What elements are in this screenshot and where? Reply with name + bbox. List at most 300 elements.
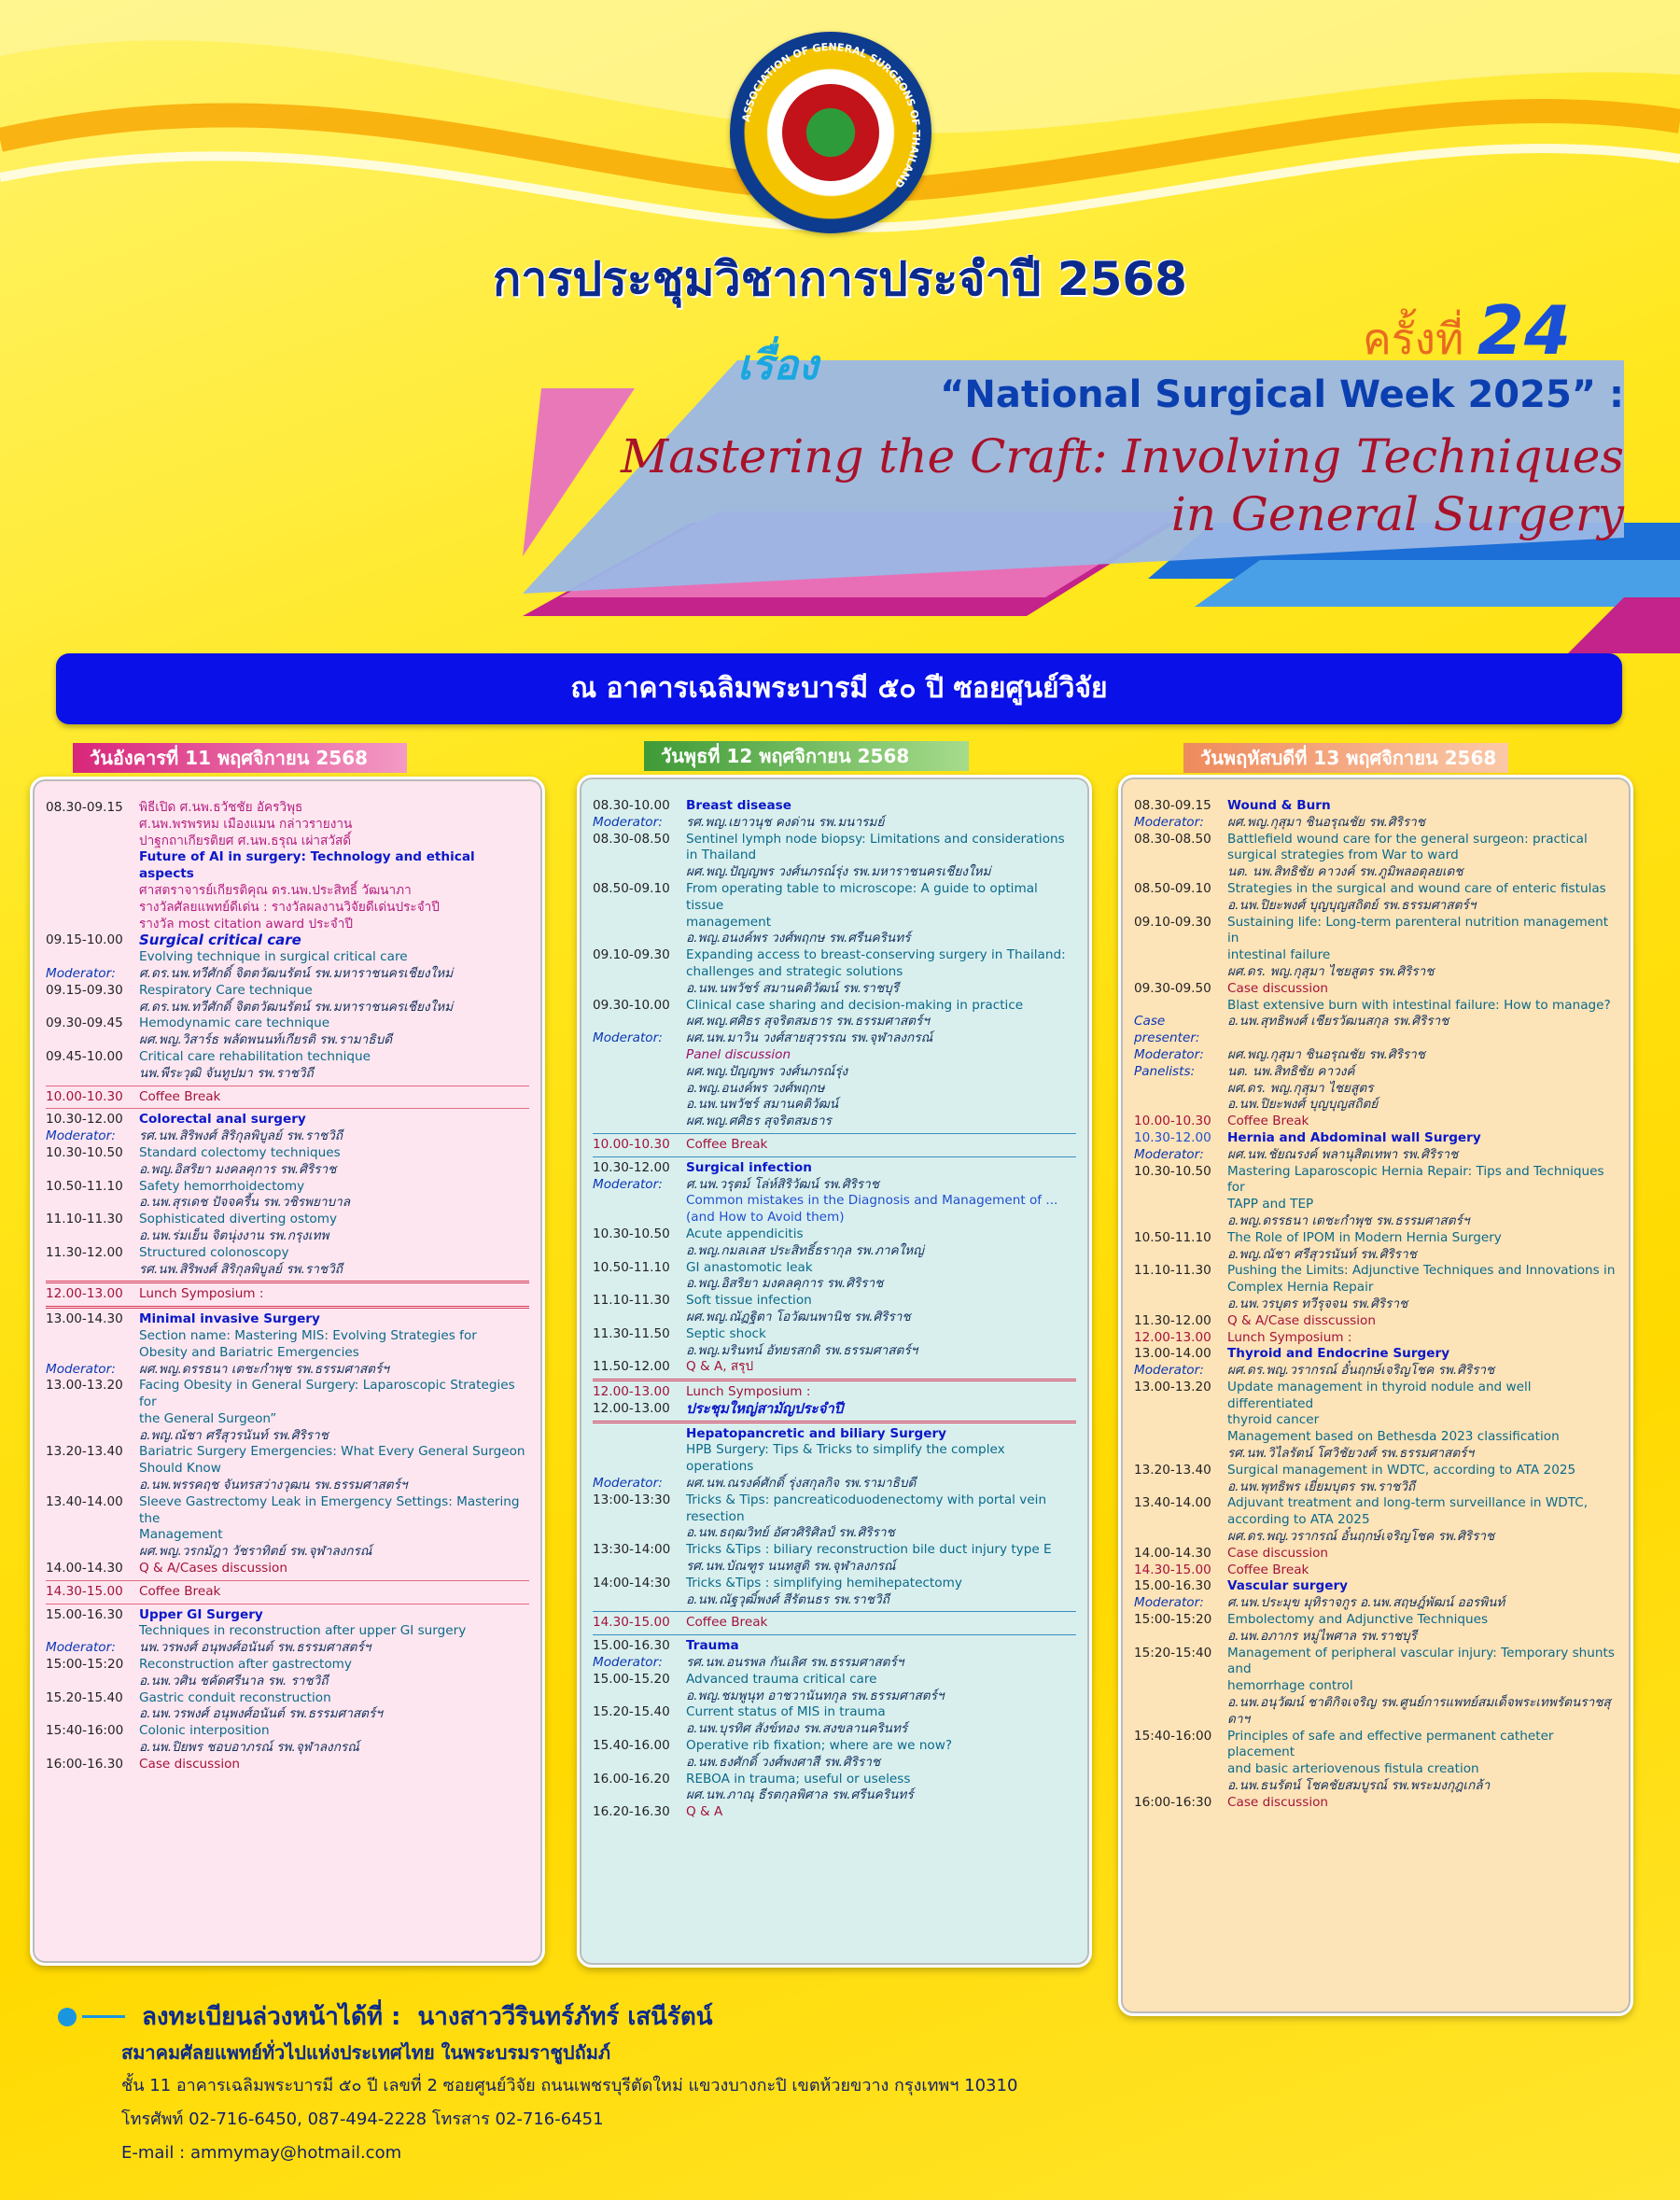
time-slot: 08.30-10.00 (593, 798, 670, 813)
time-slot: 15:40-16:00 (1134, 1728, 1212, 1744)
schedule-row (46, 1478, 529, 1494)
session-item: Tricks &Tips : simplifying hemihepatectomy (686, 1575, 962, 1590)
time-slot (46, 949, 139, 966)
time-slot: 10.50-11.10 (1134, 1229, 1211, 1245)
role-label: Moderator: (1134, 1363, 1204, 1379)
schedule-row (1134, 1412, 1617, 1429)
schedule-row (46, 800, 529, 817)
session-item: Tricks & Tips: pancreaticoduodenectomy with portal vein (686, 1492, 1047, 1507)
schedule-row (593, 1137, 1076, 1154)
session-item: รางวัล most citation award ประจำปี (139, 916, 353, 932)
org-name: สมาคมศัลยแพทย์ทั่วไปแห่งประเทศไทย ในพระบรมราชูปถัมภ์ (121, 2041, 611, 2064)
schedule-row (1134, 1114, 1617, 1130)
time-slot: 11.10-11.30 (46, 1212, 123, 1227)
session-item: Panel discussion (686, 1046, 791, 1062)
schedule-row (593, 1160, 1076, 1177)
schedule-row (46, 900, 529, 917)
speaker: ผศ.พญ.ปัญญพร วงศ์นภรณ์รุ่ง (686, 1063, 848, 1079)
schedule-row (1134, 998, 1617, 1015)
time-slot: 16:00-16:30 (1134, 1794, 1212, 1810)
schedule-row (46, 817, 529, 834)
role-label: Moderator: (1134, 1046, 1204, 1062)
speaker: นต. นพ.สิทธิชัย คาวงค์ รพ.ภูมิพลอดุลยเดช (1227, 864, 1463, 880)
schedule-row (46, 1544, 529, 1561)
register-name: นางสาววีรินทร์ภัทร์ เสนีรัตน์ (417, 2003, 713, 2031)
time-slot (46, 1328, 139, 1345)
schedule-row (593, 1738, 1076, 1755)
speaker: อ.พญ.อิสริยา มงคลคุการ รพ.ศิริราช (139, 1161, 337, 1177)
time-slot (593, 1114, 686, 1130)
session-item: Expanding access to breast-conserving surgery in Thailand: (686, 947, 1066, 963)
time-slot (593, 1525, 686, 1542)
schedule-row (593, 815, 1076, 832)
schedule-row (46, 1245, 529, 1262)
time-slot (1134, 1512, 1227, 1529)
schedule-row (593, 1576, 1076, 1592)
session-item: Coffee Break (1227, 1114, 1309, 1129)
divider (593, 1634, 1076, 1635)
session-item: ศ.นพ.พรพรหม เมืองแมน กล่าวรายงาน (139, 816, 353, 832)
time-slot: 13.00-13.20 (1134, 1379, 1211, 1394)
time-slot (1134, 1429, 1227, 1446)
speaker: ผศ.พญ.ปัญญพร วงศ์นภรณ์รุ่ง รพ.มหาราชนครเชียงใหม่ (686, 864, 991, 880)
session-item: Management based on Bethesda 2023 classification (1227, 1429, 1560, 1445)
speaker: อ.นพ.ปิยพร ชอบอาภรณ์ รพ.จุฬาลงกรณ์ (139, 1740, 359, 1756)
session-title: Surgical infection (686, 1159, 812, 1175)
time-slot (46, 1000, 139, 1016)
speaker: ผศ.พญ.ศศิธร สุจริตสมธาร (686, 1114, 832, 1129)
time-slot: 08.50-09.10 (593, 880, 670, 896)
schedule-row (46, 1089, 529, 1106)
speaker: อ.พญ.อิสริยา มงคลคุการ รพ.ศิริราช (686, 1276, 884, 1292)
speaker: อ.พญ.อนงค์พร วงศ์พฤกษ รพ.ศรีนครินทร์ (686, 931, 911, 946)
round-number: 24 (1477, 291, 1572, 370)
speaker: อ.พญ.ณัชา ศรีสุวรนันท์ รพ.ศิริราช (139, 1427, 329, 1443)
speaker: ผศ.ดร.พญ.วรากรณ์ อั๋นฤกษ์เจริญโชค รพ.ศิริราช (1227, 1529, 1495, 1545)
time-slot: 14.30-15.00 (1134, 1562, 1211, 1577)
schedule-row (593, 1442, 1076, 1459)
session-item: Battlefield wound care for the general surgeon: practical (1227, 831, 1588, 847)
speaker: ผศ.พญ.ณัฏฐิตา โอวัฒนพานิช รพ.ศิริราช (686, 1309, 911, 1324)
session-item: Complex Hernia Repair (1227, 1280, 1374, 1296)
time-slot (593, 848, 686, 864)
schedule-row (1134, 915, 1617, 948)
speaker: ผศ.พญ.วรกมัฎา วัชราทิตย์ รพ.จุฬาลงกรณ์ (139, 1544, 372, 1560)
schedule-row (46, 1444, 529, 1461)
speaker: อ.นพ.อภากร หมู่ไพศาล รพ.ราชบุรี (1227, 1628, 1417, 1644)
schedule-row (46, 1016, 529, 1032)
speaker: ผศ.พญ.ดรรธนา เตชะกำพุช รพ.ธรรมศาสตร์ฯ (139, 1361, 389, 1377)
time-slot (593, 1442, 686, 1459)
schedule-row (1134, 864, 1617, 881)
time-slot: 10.00-10.30 (46, 1088, 123, 1104)
schedule-row (593, 964, 1076, 981)
session-item: Coffee Break (139, 1583, 221, 1599)
speaker: อ.นพ.สุทธิพงศ์ เชียรวัฒนสกุล รพ.ศิริราช (1227, 1014, 1449, 1030)
bullet-line (82, 2015, 125, 2018)
time-slot: 12.00-13.00 (593, 1384, 670, 1400)
session-item: Case discussion (1227, 1545, 1329, 1561)
schedule-row (593, 1047, 1076, 1064)
schedule-row (1134, 1363, 1617, 1380)
schedule-row (46, 1657, 529, 1674)
time-slot (1134, 1629, 1227, 1646)
time-slot: 16.00-16.20 (593, 1771, 670, 1787)
role-label: Panelists: (1134, 1063, 1196, 1079)
schedule-row (1134, 1280, 1617, 1296)
round-text: ครั้งที่ (1363, 314, 1464, 364)
schedule-row (1134, 1695, 1617, 1729)
schedule-row (1134, 1081, 1617, 1098)
schedule-row (46, 1461, 529, 1478)
session-item: Lunch Symposium : (686, 1384, 811, 1400)
speaker: อ.พญ.ณัชา ศรีสุวรนันท์ รพ.ศิริราช (1227, 1246, 1417, 1262)
time-slot (593, 1592, 686, 1609)
session-item: Case discussion (139, 1756, 241, 1772)
schedule-row (46, 1286, 529, 1303)
time-slot (1134, 848, 1227, 864)
time-slot (46, 1195, 139, 1212)
role-label: Moderator: (593, 814, 663, 830)
time-slot: 13.00-14.30 (46, 1311, 123, 1327)
schedule-row (1134, 1479, 1617, 1496)
schedule-row (1134, 1529, 1617, 1546)
schedule-row (593, 1672, 1076, 1689)
conference-title: การประชุมวิชาการประจำปี 2568 (493, 252, 1187, 306)
schedule-row (593, 1787, 1076, 1804)
time-slot: 13.00-14.00 (1134, 1346, 1211, 1362)
session-item: Advanced trauma critical care (686, 1671, 877, 1687)
schedule-row (46, 1345, 529, 1362)
time-slot: 14.00-14.30 (46, 1561, 123, 1576)
schedule-row (46, 1049, 529, 1066)
role-label: Moderator: (593, 1030, 663, 1046)
schedule-row (1134, 1778, 1617, 1795)
time-slot (46, 1623, 139, 1640)
time-slot: 16:00-16.30 (46, 1756, 123, 1772)
schedule-row (593, 881, 1076, 915)
speaker: อ.นพ.วศิน ชคัดศรีนาล รพ. ราชวิถี (139, 1673, 329, 1689)
divider (46, 1108, 529, 1109)
logo-snake-icon (782, 84, 879, 181)
speaker: นพ.วรพงศ์ อนุพงศ์อนันต์ รพ.ธรรมศาสตร์ฯ (139, 1640, 371, 1656)
time-slot: 09.15-10.00 (46, 932, 123, 948)
time-slot: 09.10-09.30 (593, 947, 670, 963)
time-slot (1134, 1197, 1227, 1213)
speaker: นพ.พีระวุฒิ จันทูปมา รพ.ราชวิถี (139, 1065, 314, 1081)
schedule-row (1134, 832, 1617, 848)
schedule-row (46, 1195, 529, 1212)
speaker: อ.พญ.ดรรธนา เตชะกำพุช รพ.ธรรมศาสตร์ฯ (1227, 1212, 1470, 1228)
session-item: Acute appendicitis (686, 1226, 804, 1241)
schedule-row (1134, 1729, 1617, 1762)
schedule-row (1134, 1678, 1617, 1695)
time-slot: 13.20-13.40 (1134, 1462, 1211, 1478)
speaker: ผศ.พญ.กุสุมา ชินอรุณชัย รพ.ศิริราช (1227, 1046, 1426, 1062)
session-item: intestinal failure (1227, 947, 1331, 963)
association-logo (730, 32, 931, 233)
speaker: อ.พญ.ชมพูนุท อาชวานันทกุล รพ.ธรรมศาสตร์ฯ (686, 1688, 945, 1703)
session-item: Hemodynamic care technique (139, 1016, 330, 1031)
schedule-row (46, 1262, 529, 1279)
schedule-row (1134, 1578, 1617, 1595)
time-slot (46, 1032, 139, 1049)
schedule-row (593, 1704, 1076, 1721)
time-slot (46, 1527, 139, 1544)
round-label (1363, 291, 1571, 373)
time-slot (46, 917, 139, 933)
schedule-row (46, 1179, 529, 1196)
time-slot (593, 1243, 686, 1260)
session-item: Lunch Symposium : (1227, 1329, 1352, 1345)
divider (593, 1156, 1076, 1157)
time-slot: 15:00-15:20 (46, 1657, 124, 1673)
session-title: Vascular surgery (1227, 1578, 1349, 1594)
schedule-row (593, 1243, 1076, 1260)
schedule-row (46, 1527, 529, 1544)
time-slot: 10.00-10.30 (1134, 1114, 1211, 1129)
schedule-row (593, 1064, 1076, 1081)
time-slot (593, 1721, 686, 1738)
schedule-row (46, 983, 529, 1000)
schedule-row (593, 1260, 1076, 1277)
session-item: Safety hemorrhoidectomy (139, 1178, 305, 1194)
time-slot (593, 931, 686, 947)
time-slot (46, 1411, 139, 1428)
time-slot (1134, 1097, 1227, 1114)
time-slot (1134, 947, 1227, 964)
session-item: Blast extensive burn with intestinal failure: How to manage? (1227, 997, 1611, 1013)
time-slot (1134, 998, 1227, 1015)
session-item: Common mistakes in the Diagnosis and Management of ... (686, 1193, 1058, 1209)
schedule-row (1134, 1429, 1617, 1446)
speaker: อ.นพ.ธฤฒวิทย์ อัศวศิริศิลป์ รพ.ศิริราช (686, 1525, 895, 1541)
schedule-row (1134, 848, 1617, 864)
role-label: Moderator: (46, 1640, 116, 1656)
schedule-row (593, 931, 1076, 947)
schedule-row (46, 1228, 529, 1245)
time-slot: 12.00-13.00 (46, 1286, 123, 1302)
time-slot: 09.10-09.30 (1134, 914, 1211, 930)
time-slot: 11.30-12.00 (46, 1244, 123, 1260)
speaker: รศ.นพ.สิริพงศ์ สิริกุลพิบูลย์ รพ.ราชวิถี (139, 1261, 343, 1277)
schedule-row (1134, 1197, 1617, 1213)
speaker: อ.นพ.นพวัชร์ สมานคติวัฒน์ (686, 1097, 839, 1113)
session-item: Evolving technique in surgical critical care (139, 949, 408, 965)
session-item: thyroid cancer (1227, 1412, 1320, 1428)
time-slot (1134, 1678, 1227, 1695)
speaker: ศ.ดร.นพ.ทวีศักดิ์ จิตตวัฒนรัตน์ รพ.มหาราชนครเชียงใหม่ (139, 999, 454, 1015)
speaker: ผศ.ดร.พญ.วรากรณ์ อั๋นฤกษ์เจริญโชค รพ.ศิริราช (1227, 1363, 1495, 1379)
speaker: อ.นพ.ปิยะพงศ์ บุญบุญสถิตย์ (1227, 1097, 1379, 1113)
schedule-row (1134, 1296, 1617, 1313)
schedule-row (1134, 1761, 1617, 1778)
schedule-row (593, 1081, 1076, 1098)
schedule-row (593, 1509, 1076, 1526)
session-item: Structured colonoscopy (139, 1244, 289, 1260)
session-item: Bariatric Surgery Emergencies: What Every General Surgeon (139, 1444, 525, 1460)
schedule-row (46, 1362, 529, 1379)
session-item: Q & A/Case disscussion (1227, 1312, 1376, 1328)
schedule-row (593, 1689, 1076, 1705)
time-slot (1134, 1081, 1227, 1098)
speaker: ศ.นพ.ประมุข มุทิราจกูร อ.นพ.สฤษฎ์พัฒน์ ออรพินท์ (1227, 1595, 1505, 1611)
time-slot (46, 1674, 139, 1690)
schedule-row (593, 848, 1076, 864)
speaker: อ.นพ.บุรทิศ สังข์ทอง รพ.สงขลานครินทร์ (686, 1721, 908, 1737)
session-item: Critical care rehabilitation technique (139, 1048, 371, 1064)
registration-line (58, 1997, 1645, 2036)
speaker: ผศ.พญ.วิสาร์ธ พลัดพนนท์เกียรติ รพ.รามาธิบดี (139, 1032, 393, 1048)
theme-line-1: Mastering the Craft: Involving Techniques (621, 429, 1624, 483)
divider (46, 1306, 529, 1309)
schedule-row (593, 1276, 1076, 1293)
schedule-row (1134, 1213, 1617, 1230)
schedule-row (1134, 1230, 1617, 1247)
time-slot: 09.45-10.00 (46, 1048, 123, 1064)
role-label: Moderator: (46, 1128, 116, 1144)
schedule-row (46, 1740, 529, 1757)
schedule-row (46, 1145, 529, 1162)
time-slot: 16.20-16.30 (593, 1804, 670, 1820)
session-item: Coffee Break (1227, 1562, 1309, 1577)
time-slot (1134, 1280, 1227, 1296)
session-item: challenges and strategic solutions (686, 963, 903, 979)
role-label: Moderator: (593, 1655, 663, 1671)
session-title: Thyroid and Endocrine Surgery (1227, 1346, 1450, 1362)
time-slot (46, 1228, 139, 1245)
speaker: อ.นพ.อนุวัฒน์ ชาติกิจเจริญ รพ.ศูนย์การแพทย์สมเด็จพระเทพรัตนราชสุดาฯ (1227, 1695, 1611, 1727)
speaker: ผศ.ดร. พญ.กุสุมา ไชยสูตร รพ.ศิริราช (1227, 963, 1435, 979)
speaker: รศ.พญ.เยาวนุช คงด่าน รพ.มนารมย์ (686, 814, 885, 830)
session-item: Management (139, 1527, 223, 1543)
session-item: Coffee Break (686, 1136, 768, 1152)
session-item: operations (686, 1459, 754, 1475)
schedule-row (593, 1030, 1076, 1047)
session-item: Adjuvant treatment and long-term surveillance in WDTC, (1227, 1495, 1589, 1511)
schedule-row (593, 981, 1076, 998)
speaker: ผศ.พญ.กุสุมา ชินอรุณชัย รพ.ศิริราช (1227, 814, 1426, 830)
time-slot: 15.00-16.30 (593, 1638, 670, 1654)
schedule-row (46, 1066, 529, 1083)
schedule-row (46, 1706, 529, 1723)
address: ชั้น 11 อาคารเฉลิมพระบารมี ๕๐ ปี เลขที่ 2 ซอยศูนย์วิจัย ถนนเพชรบุรีตัดใหม่ แขวงบางกะปิ เขตห้วยขวาง กรุงเทพฯ 10310 (121, 2076, 1018, 2095)
time-slot: 10.30-12.00 (593, 1159, 670, 1175)
session-item: Lunch Symposium : (139, 1286, 264, 1302)
time-slot (46, 1706, 139, 1723)
schedule-row (593, 1592, 1076, 1609)
time-slot (1134, 1213, 1227, 1230)
day-column-3 (1118, 775, 1633, 2016)
venue-banner: ณ อาคารเฉลิมพระบารมี ๕๐ ปี ซอยศูนย์วิจัย (56, 653, 1622, 724)
divider (593, 1133, 1076, 1134)
time-slot (46, 1740, 139, 1757)
schedule-row (1134, 1047, 1617, 1064)
role-label: Moderator: (46, 965, 116, 981)
schedule-row (1134, 1562, 1617, 1579)
schedule-row (46, 1112, 529, 1128)
schedule-row (593, 1459, 1076, 1476)
session-item: management (686, 914, 772, 930)
session-item: Should Know (139, 1461, 221, 1477)
session-title: Wound & Burn (1227, 798, 1331, 813)
speaker: อ.นพ.ธงศักดิ์ วงศ์พงศาสี รพ.ศิริราช (686, 1754, 881, 1770)
schedule-row (593, 1177, 1076, 1194)
session-title: Hernia and Abdominal wall Surgery (1227, 1129, 1481, 1145)
session-item: Obesity and Bariatric Emergencies (139, 1344, 359, 1360)
session-item: Surgical management in WDTC, according to ATA 2025 (1227, 1462, 1576, 1478)
speaker: อ.พญ.มรินทน์ อัทยรสกดิ รพ.ธรรมศาสตร์ฯ (686, 1342, 918, 1358)
session-item: ปาฐกถาเกียรติยศ ศ.นพ.ธรุณ เผ่าสวัสดิ์ (139, 833, 352, 848)
role-label: Moderator: (593, 1476, 663, 1492)
time-slot: 11.30-12.00 (1134, 1312, 1211, 1328)
role-label: Case presenter: (1134, 1014, 1200, 1046)
schedule-row (593, 1343, 1076, 1360)
session-item: Case discussion (1227, 1794, 1329, 1810)
time-slot: 08.30-08.50 (1134, 831, 1211, 847)
time-slot (593, 1787, 686, 1804)
session-item: ศาสตราจารย์เกียรติคุณ ดร.นพ.ประสิทธิ์ วัฒนาภา (139, 882, 412, 898)
speaker: ผศ.ดร. พญ.กุสุมา ไชยสูตร (1227, 1080, 1374, 1096)
schedule-row (593, 1721, 1076, 1738)
schedule-row (1134, 1014, 1617, 1047)
schedule-row (46, 1162, 529, 1179)
session-item: Operative rib fixation; where are we now? (686, 1738, 953, 1754)
speaker: ผศ.นพ.ชัยณรงค์ พลานุสิตเทพา รพ.ศิริราช (1227, 1146, 1459, 1162)
schedule-row (593, 1615, 1076, 1632)
session-item: according to ATA 2025 (1227, 1512, 1370, 1528)
time-slot (46, 1478, 139, 1494)
schedule-row (1134, 1330, 1617, 1347)
time-slot: 15:40-16:00 (46, 1723, 124, 1739)
time-slot: 15.00-16.30 (46, 1606, 123, 1622)
day-column-2 (577, 775, 1092, 1968)
time-slot (593, 1559, 686, 1576)
time-slot (593, 1097, 686, 1114)
time-slot: 08.30-08.50 (593, 831, 670, 847)
schedule-row (1134, 1446, 1617, 1463)
session-item: Sentinel lymph node biopsy: Limitations and considerations (686, 831, 1065, 847)
session-item: Pushing the Limits: Adjunctive Techniques and Innovations in (1227, 1263, 1616, 1279)
schedule-row (46, 834, 529, 850)
time-slot (1134, 1412, 1227, 1429)
time-slot: 11.10-11.30 (593, 1293, 670, 1309)
email-link[interactable]: E-mail : ammymay@hotmail.com (121, 2143, 402, 2163)
time-slot: 09.30-09.50 (1134, 980, 1211, 996)
schedule-row (1134, 964, 1617, 981)
schedule-row (1134, 881, 1617, 898)
time-slot (1134, 1296, 1227, 1313)
time-slot: 09.30-10.00 (593, 997, 670, 1013)
time-slot: 12.00-13.00 (593, 1400, 670, 1416)
schedule-row (593, 1655, 1076, 1672)
time-slot: 10.30-10.50 (1134, 1163, 1211, 1179)
divider (593, 1379, 1076, 1381)
time-slot (46, 1262, 139, 1279)
session-item: Facing Obesity in General Surgery: Laparoscopic Strategies for (139, 1378, 515, 1410)
speaker: อ.พญ.กมลเลส ประสิทธิ์ธรากุล รพ.ภาคใหญ่ (686, 1242, 924, 1258)
time-slot (593, 1509, 686, 1526)
day-tab-3: วันพฤหัสบดีที่ 13 พฤศจิกายน 2568 (1183, 743, 1508, 773)
schedule-row (593, 1114, 1076, 1130)
schedule-row (1134, 1164, 1617, 1198)
time-slot: 15:00-15:20 (1134, 1612, 1212, 1628)
session-item: the General Surgeon” (139, 1410, 277, 1426)
time-slot: 11.50-12.00 (593, 1359, 670, 1375)
session-item: (and How to Avoid them) (686, 1210, 845, 1226)
schedule-row (46, 1584, 529, 1601)
schedule-row (46, 1561, 529, 1577)
